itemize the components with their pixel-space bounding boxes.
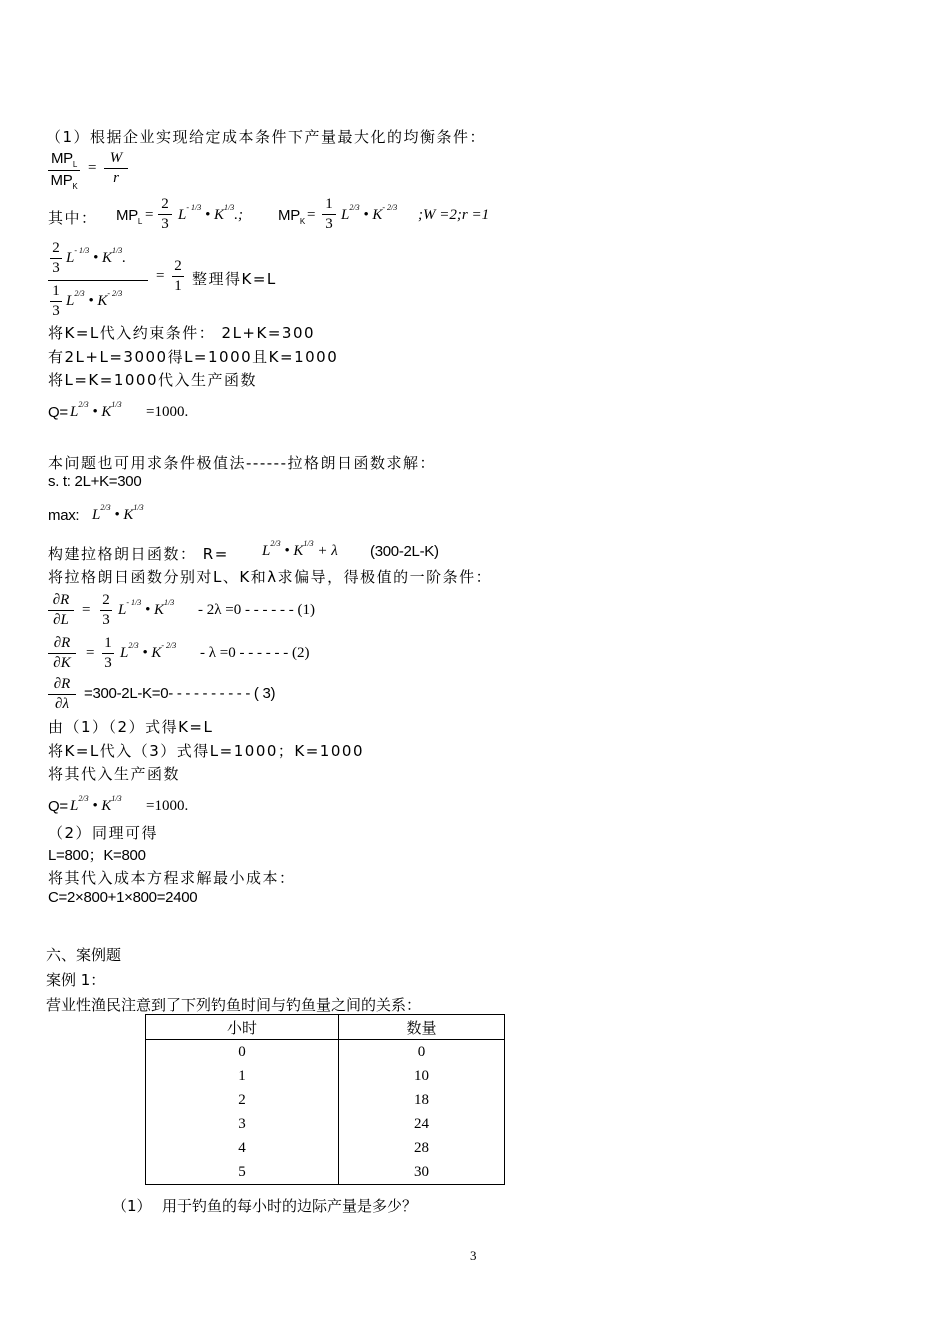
part2-result: L=800；K=800	[48, 847, 146, 864]
mpl-expression: $L^{- 1/3}$ • $K^{1/3}$.;	[178, 203, 243, 223]
table-row	[146, 1160, 505, 1185]
cell-quantity: 28	[339, 1136, 505, 1160]
table-header-row	[146, 1015, 505, 1040]
sub-line-1: 将K=L代入约束条件： 2L+K=300	[48, 324, 316, 342]
max-prefix: max:	[48, 507, 80, 524]
page-number: 3	[470, 1248, 477, 1263]
equals-sign: =	[82, 602, 91, 618]
cell-quantity: 18	[339, 1088, 505, 1112]
mpl-label: $MP_L$	[116, 207, 143, 226]
lagrange-expression: $L^{2/3}$ • $K^{1/3} + \lambda$	[262, 539, 338, 559]
eq2-coef: 1 3	[102, 635, 114, 672]
cell-hours: 0	[146, 1040, 339, 1065]
dR-dK-fraction: ∂R ∂K	[48, 635, 76, 672]
equals-sign: =	[86, 645, 95, 661]
part2-sub-cost: 将其代入成本方程求解最小成本：	[48, 869, 296, 887]
mpk-label: $MP_K$	[278, 207, 305, 226]
eq1-expression: $L^{- 1/3}$ • $K^{1/3}$	[118, 598, 175, 618]
q-prefix: Q=	[48, 404, 68, 421]
q-prefix: Q=	[48, 798, 68, 815]
header-quantity: 数量	[339, 1015, 505, 1040]
eq1-coef: 2 3	[100, 592, 112, 629]
section-title: 六、案例题	[46, 946, 122, 964]
equals-sign: =	[145, 207, 154, 223]
table-row	[146, 1040, 505, 1065]
cell-hours: 3	[146, 1112, 339, 1136]
cell-quantity: 10	[339, 1064, 505, 1088]
fishing-table	[145, 1014, 505, 1185]
cell-hours: 1	[146, 1064, 339, 1088]
table-row	[146, 1088, 505, 1112]
eq2-tail: - λ =0 - - - - - - (2)	[200, 645, 310, 661]
lagrange-suffix: (300-2L-K)	[370, 543, 439, 560]
q-result: =1000.	[146, 404, 189, 420]
part2-heading: （2）同理可得	[48, 824, 159, 842]
max-expression: $L^{2/3}$ • $K^{1/3}$	[92, 503, 144, 523]
w-over-r-fraction: W r	[104, 150, 128, 187]
table-row	[146, 1136, 505, 1160]
eq2-expression: $L^{2/3}$ • $K^{- 2/3}$	[120, 641, 177, 661]
eq1-tail: - 2λ =0 - - - - - - (1)	[198, 602, 315, 618]
q-expression: $L^{2/3}$ • $K^{1/3}$	[70, 400, 122, 420]
q-expression: $L^{2/3}$ • $K^{1/3}$	[70, 794, 122, 814]
build-lagrange: 构建拉格朗日函数： R=	[48, 545, 229, 563]
table-row	[146, 1112, 505, 1136]
equals-sign: =	[88, 160, 97, 176]
mp-ratio-fraction: $MP_L$ $MP_K$	[48, 150, 80, 191]
cell-hours: 5	[146, 1160, 339, 1185]
question-1: 用于钓鱼的每小时的边际产量是多少？	[162, 1197, 418, 1215]
constraint: s. t: 2L+K=300	[48, 473, 142, 490]
sub-line-2: 有2L+L=3000得L=1000且K=1000	[48, 348, 339, 366]
q-result: =1000.	[146, 798, 189, 814]
cell-quantity: 30	[339, 1160, 505, 1185]
mpl-coef-fraction: 2 3	[158, 196, 172, 233]
lagrange-intro: 本问题也可用求条件极值法------拉格朗日函数求解：	[48, 454, 436, 472]
header-hours: 小时	[146, 1015, 339, 1040]
question-1-number: （1）	[112, 1197, 152, 1215]
table-row	[146, 1064, 505, 1088]
mpk-expression: $L^{2/3}$ • $K^{- 2/3}$	[341, 203, 398, 223]
mpk-coef-fraction: 1 3	[322, 196, 336, 233]
mp-ratio-expanded: 2 3 $L^{- 1/3}$ • $K^{1/3}$. 1 3 $L^{2/3}$ • $K^{- 2/3}$	[48, 240, 148, 321]
case-title: 案例 1：	[46, 971, 106, 989]
equals-sign: =	[307, 207, 316, 223]
ratio-result-fraction: 2 1	[172, 258, 184, 295]
case-intro: 营业性渔民注意到了下列钓鱼时间与钓鱼量之间的关系：	[46, 996, 422, 1014]
cost-result: C=2×800+1×800=2400	[48, 889, 198, 906]
simplify-text: 整理得K=L	[192, 270, 277, 288]
from-12: 由（1）（2）式得K=L	[48, 718, 214, 736]
eq3-tail: =300-2L-K=0- - - - - - - - - - ( 3)	[84, 685, 276, 702]
cell-hours: 4	[146, 1136, 339, 1160]
sub-line-3: 将L=K=1000代入生产函数	[48, 371, 258, 389]
cell-quantity: 24	[339, 1112, 505, 1136]
deriv-intro: 将拉格朗日函数分别对L、K和λ求偏导，得极值的一阶条件：	[48, 568, 493, 586]
part1-heading: （1）根据企业实现给定成本条件下产量最大化的均衡条件：	[46, 128, 487, 146]
equals-sign: =	[156, 268, 165, 284]
cell-hours: 2	[146, 1088, 339, 1112]
where-prefix: 其中：	[48, 209, 98, 227]
sub-3: 将K=L代入（3）式得L=1000；K=1000	[48, 742, 364, 760]
cell-quantity: 0	[339, 1040, 505, 1065]
dR-dlambda-fraction: ∂R ∂λ	[48, 676, 76, 713]
sub-prod: 将其代入生产函数	[48, 765, 181, 783]
params: ;W =2;r =1	[418, 207, 490, 223]
dR-dL-fraction: ∂R ∂L	[48, 592, 74, 629]
